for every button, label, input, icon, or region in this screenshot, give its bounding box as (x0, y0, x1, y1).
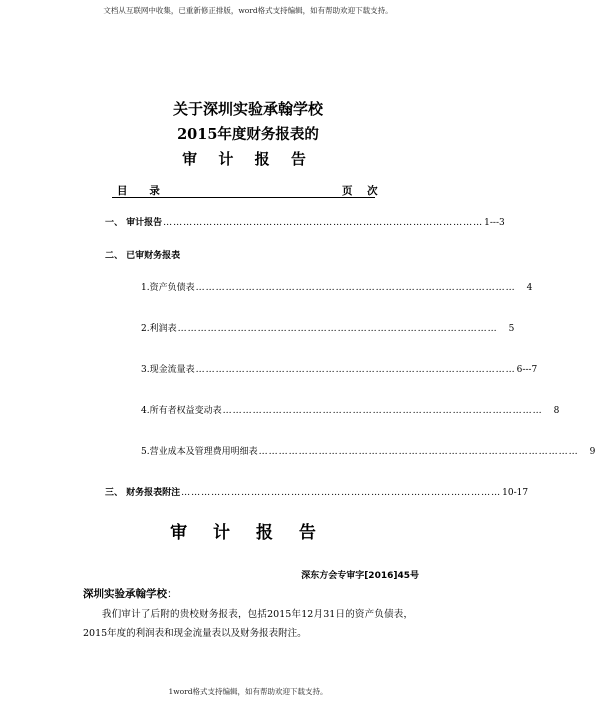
toc-entry-label: 1.资产负债表 (141, 283, 195, 293)
header-note: 文档从互联网中收集，已重新修正排版，word格式支持编辑，如有帮助欢迎下载支持。 (103, 6, 393, 15)
toc-entry-label: 一、 审计报告 (105, 218, 163, 228)
document-number: 深东方会专审字[2016]45号 (301, 571, 419, 581)
toc-heading-pages: 页 次 (342, 185, 378, 197)
report-body-paragraph: 我们审计了后附的贵校财务报表，包括2015年12月31日的资产负债表，2015年度的利润表和现金流量表以及财务报表附注。 (83, 609, 413, 639)
addressee-colon: ： (167, 588, 178, 600)
toc-entry-equity-statement[interactable] (141, 403, 560, 416)
document-title-line-1: 关于深圳实验承翰学校 (172, 100, 323, 118)
toc-entry-income-statement[interactable] (141, 321, 515, 334)
toc-entry-cost-expense-schedule[interactable] (141, 444, 595, 457)
toc-entry-page: 8 (553, 406, 560, 416)
document-title-line-3: 审 计 报 告 (182, 150, 314, 168)
toc-leader-dots: …………………………………………………………………………………… (222, 406, 543, 416)
toc-leader-dots: …………………………………………………………………………………… (258, 447, 579, 457)
toc-leader-dots: …………………………………………………………………………………… (181, 488, 502, 498)
footer-note: 1word格式支持编辑，如有帮助欢迎下载支持。 (168, 687, 328, 696)
toc-entry-page: 1---3 (484, 218, 505, 228)
toc-entry-label: 3.现金流量表 (141, 365, 195, 375)
addressee-name: 深圳实验承翰学校 (83, 588, 167, 600)
toc-entry-page: 6---7 (516, 365, 538, 375)
audit-report-heading: 审 计 报 告 (170, 523, 326, 543)
toc-entry-label: 4.所有者权益变动表 (141, 406, 222, 416)
toc-section-audited-statements[interactable]: 二、 已审财务报表 (105, 251, 181, 261)
toc-entry-label: 三、 财务报表附注 (105, 488, 181, 498)
toc-leader-dots: …………………………………………………………………………………… (163, 218, 484, 228)
toc-entry-balance-sheet[interactable] (141, 280, 533, 293)
toc-entry-audit-report[interactable] (105, 215, 505, 228)
toc-entry-label: 5.营业成本及管理费用明细表 (141, 447, 258, 457)
toc-entry-page: 4 (526, 283, 533, 293)
toc-leader-dots: …………………………………………………………………………………… (195, 365, 516, 375)
toc-entry-page: 5 (508, 324, 515, 334)
toc-heading-contents: 目 录 (117, 185, 160, 197)
toc-entry-cash-flow-statement[interactable] (141, 362, 538, 375)
document-title-line-2: 2015年度财务报表的 (177, 126, 319, 143)
toc-entry-label: 2.利润表 (141, 324, 177, 334)
toc-leader-dots: …………………………………………………………………………………… (177, 324, 498, 334)
addressee (83, 586, 178, 601)
toc-entry-page: 10-17 (502, 488, 529, 498)
toc-leader-dots: …………………………………………………………………………………… (195, 283, 516, 293)
toc-entry-page: 9 (589, 447, 595, 457)
toc-underline (112, 197, 375, 198)
toc-entry-notes[interactable] (105, 485, 529, 498)
